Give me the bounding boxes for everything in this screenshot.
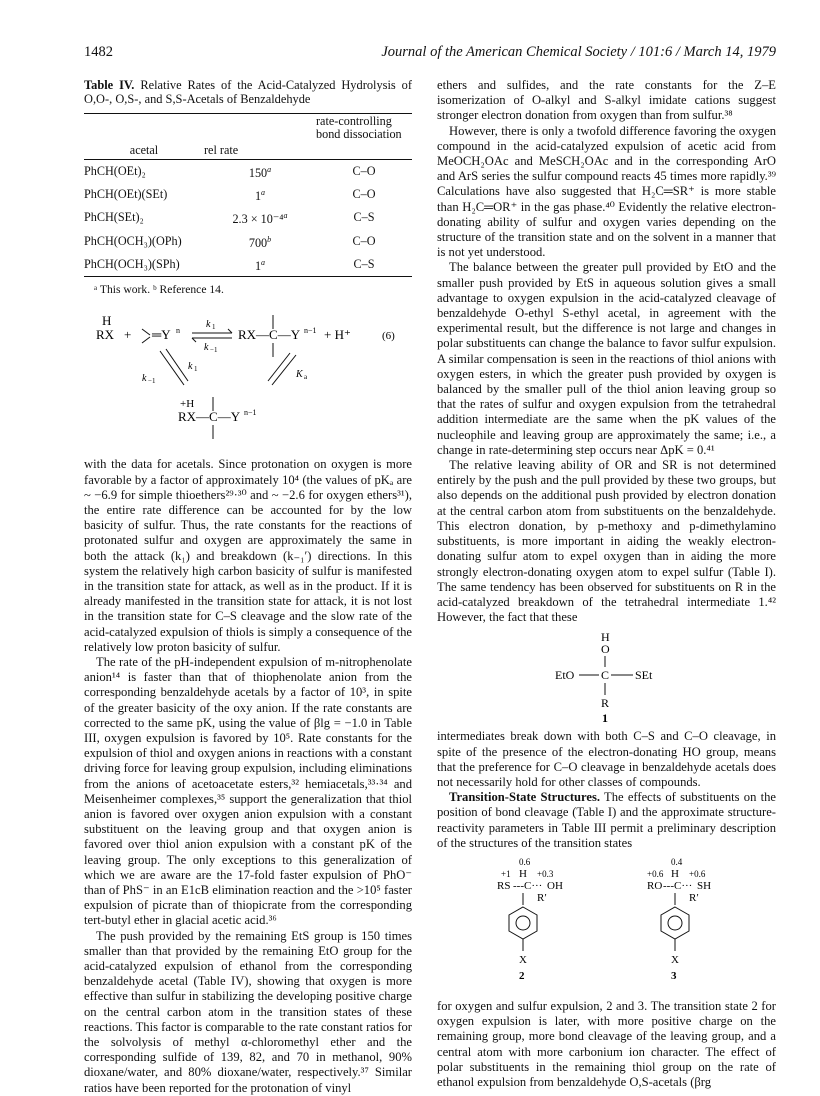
journal-citation: Journal of the American Chemical Society / 101:6 / March 14, 1979 — [381, 44, 776, 60]
svg-text:2: 2 — [518, 969, 524, 982]
svg-text:0.4: 0.4 — [670, 856, 682, 867]
right-paragraph-4: The relative leaving ability of OR and SR is not determined entirely by the push and the pull provided by these two groups, but also depends on the additional push provided by electron donation at the central carbon atom from substituents on the benzaldehyde. This electron donation, by p-methoxy and p-dimethylamino substituents, is more important in aiding the weakly electron-donating sulfur atom to expel oxygen than in aiding the more strongly electron-donating oxygen atom to expel sulfur (Table I). The same tendency has been observed for substituents on R in the acid-catalyzed breakdown of the tetrahedral intermediate 1.⁴² However, the fact that these — [437, 458, 776, 625]
section-heading: Transition-State Structures. — [449, 790, 601, 805]
svg-text:+: + — [124, 327, 132, 343]
rate-cell: 1$^a$ — [204, 253, 316, 277]
structure-1 — [537, 629, 677, 725]
svg-text:1: 1 — [212, 323, 216, 332]
eq-H: H — [102, 313, 112, 329]
table-header-acetal: acetal — [84, 143, 204, 160]
svg-text:k: k — [204, 342, 209, 354]
svg-text:RS: RS — [496, 879, 510, 892]
svg-text:1: 1 — [601, 711, 608, 726]
svg-text:+ H⁺: + H⁺ — [324, 327, 351, 343]
svg-text:RO: RO — [646, 879, 662, 892]
acetal-cell: PhCH(SEt)₂ — [84, 210, 144, 225]
svg-text:X: X — [518, 953, 527, 966]
left-paragraph-3: The push provided by the remaining EtS group is 150 times smaller than that provided by the remaining EtO group for the acid-catalyzed expulsion of ethanol from the corresponding benzaldehyde acetal (Table IV), showing that oxygen is more effective than sulfur in stabilizing the developing positive charge on the central carbon atom in the transition states of these reactions. This factor is comparable to the rate constant ratios for the solvolysis of methyl α-chloromethyl ether and the corresponding sulfide of 139, 82, and 70 in methanol, 90% dioxane/water, and 80% dioxane/water, respectively.³⁷ Similar ratios have been reported for the protonation of vinyl — [84, 928, 412, 1095]
right-paragraph-2: However, there is only a twofold difference favoring the oxygen compound in the acid-catalyzed expulsion of acetic acid from MeOCH₂OAc and MeSCH₂OAc and in the corresponding ArO and ArS series the sulfur compound reacts 45 times more rapidly.³⁹ Calculations have also suggested that H₂C═SR⁺ is more stable than H₂C═OR⁺ in the gas phase.⁴⁰ Evidently the relative electron-donating ability of sulfur and oxygen varies depending on the structure of the transition state and on the solvent in a manner that is not yet understood. — [437, 123, 776, 260]
svg-text:C: C — [600, 668, 609, 683]
right-paragraph-3: The balance between the greater pull provided by EtO and the smaller push provided by EtS in aqueous solution gives a small advantage to oxygen expulsion in the acid-catalyzed cleavage of benzaldehyde O-ethyl S-ethyl acetal, in agreement with the experimental result, but the difference is not large and changes in polar substituents can change the balance to favor sulfur expulsion. A similar compensation is seen in the reactions of thiol anions with oxygen esters, in which the greater push provided by oxygen is balanced by the smaller pull of the thiol anion leaving group so that the rates of sulfur and oxygen expulsion from the tetrahedral addition intermediate are the same when the pK values of the nucleophile and leaving group are approximately the same; i.e., a change in rate-determining step occurs near ΔpK = 0.⁴¹ — [437, 260, 776, 457]
svg-text:RX—C—Y: RX—C—Y — [238, 327, 301, 343]
table-iv — [84, 113, 412, 277]
right-column — [437, 78, 776, 1090]
section-transition-state: Transition-State Structures. The effects of substituents on the position of bond cleavage (Table I) and the approximate structure-reactivity parameters in Table III permit a preliminary description of the structures of the transition states — [437, 790, 776, 850]
svg-text:RX—C—Y: RX—C—Y — [178, 409, 241, 425]
svg-text:X: X — [670, 953, 679, 966]
svg-text:n−1: n−1 — [244, 408, 257, 418]
left-column — [84, 78, 412, 1096]
bond-cell: C–S — [316, 253, 412, 277]
page-header — [84, 44, 776, 64]
svg-text:n−1: n−1 — [304, 326, 317, 336]
bond-cell: C–S — [353, 210, 375, 225]
rate-cell: 700$^b$ — [248, 234, 272, 250]
left-paragraph-2: The rate of the pH-independent expulsion of m-nitrophenolate anion¹⁴ is faster than that of thiophenolate anion from the corresponding benzaldehyde acetals by a factor of 10³, in spite of the greater basicity of the oxy anion. If the rate constants are corrected to the same pK, using the value of βlg = −1.0 in Table III, oxygen expulsion is favored by 10⁵. Rate constants for the expulsion of thiol and oxygen anions in reactions with a constant driving force for leaving group expulsion, including eliminations from the anions of acetoacetate esters,³² hemiacetals,³³·³⁴ and Meisenheimer complexes,³⁵ support the generalization that thiol anion is favored over oxygen anion expulsion with a constant substituent on the leaving group and that oxygen anion is favored over thiol anion expulsion with a constant pK of the leaving group. The only exceptions to this generalization of which we are aware are the 17-fold faster expulsion of PhO⁻ than of PhS⁻ in an E1cB elimination reaction and the >10⁵ faster expulsion of picrate than of thiopicrate from the corresponding tert-butyl ether in glacial acetic acid.³⁶ — [84, 654, 412, 928]
svg-text:H: H — [670, 867, 679, 880]
table-row — [84, 183, 412, 206]
acetal-cell: PhCH(OEt)₂ — [84, 163, 146, 178]
svg-text:+0.3: +0.3 — [536, 868, 553, 879]
svg-text:K: K — [296, 369, 303, 381]
svg-text:H: H — [600, 630, 610, 645]
rate-cell: 1$^a$ — [254, 188, 266, 204]
svg-text:−1: −1 — [210, 346, 218, 355]
svg-text:---C···: ---C··· — [662, 879, 692, 892]
svg-text:+0.6: +0.6 — [646, 868, 663, 879]
right-paragraph-5: intermediates break down with both C–S and C–O cleavage, in spite of the presence of the electron-donating HO group, means that the preference for C–O cleavage in benzaldehyde acetals does not necessarily hold for other classes of compounds. — [437, 729, 776, 789]
svg-text:k: k — [206, 319, 211, 331]
rate-cell: 150$^a$ — [248, 164, 272, 180]
table-caption: Table IV. Relative Rates of the Acid-Catalyzed Hydrolysis of O,O-, O,S-, and S,S-Acetals of Benzaldehyde — [84, 78, 412, 107]
svg-text:+1: +1 — [500, 868, 511, 879]
svg-text:a: a — [304, 373, 308, 382]
svg-text:k: k — [188, 361, 193, 373]
svg-text:O: O — [600, 642, 610, 657]
eq-RX: RX — [96, 327, 115, 343]
page-number: 1482 — [84, 44, 113, 60]
svg-text:OH: OH — [546, 879, 563, 892]
table-header-rate: rel rate — [204, 143, 316, 160]
table-row — [84, 206, 412, 229]
svg-text:n: n — [176, 326, 180, 336]
rate-cell: 2.3 × 10⁻⁴$^a$ — [232, 211, 288, 227]
table-row — [84, 159, 412, 183]
left-paragraph-1: with the data for acetals. Since protonation on oxygen is more favorable by a factor of approximately 10⁴ (the values of pKₐ are ~ −6.9 for simple thioethers²⁹·³⁰ and ~ −2.6 for oxygen ethers³¹), the entire rate difference can be accounted for by the low basicity of sulfur. Thus, the rate constants for the reactions of protonated sulfur and oxygen are approximately the same in both the attack (k₁) and breakdown (k₋₁′) directions. In this system the relatively high carbon basicity of sulfur is manifested in the transition state for attack, as well as in the product. If it is already manifested in the transition state for attack, it is not lost in the transition state for C–S cleavage and the slow rate of the acid-catalyzed expulsion of thiols is simply a consequence of the relatively low proton basicity of sulfur. — [84, 457, 412, 654]
bond-cell: C–O — [352, 163, 376, 178]
svg-text:SEt: SEt — [634, 668, 652, 683]
svg-text:−1: −1 — [148, 377, 156, 386]
svg-text:0.6: 0.6 — [518, 856, 530, 867]
svg-text:R′: R′ — [536, 891, 547, 904]
table-row — [84, 230, 412, 253]
acetal-cell: PhCH(OCH₃)(OPh) — [84, 233, 182, 248]
svg-text:+0.6: +0.6 — [688, 868, 705, 879]
svg-text:═Y: ═Y — [152, 327, 171, 343]
svg-text:H: H — [518, 867, 527, 880]
svg-text:+H: +H — [180, 398, 195, 411]
svg-text:1: 1 — [194, 365, 198, 374]
equation-6 — [84, 307, 412, 457]
svg-text:---C···: ---C··· — [512, 879, 542, 892]
table-footnote: ᵃ This work. ᵇ Reference 14. — [94, 283, 224, 297]
structure-2 — [497, 857, 563, 982]
section-continuation: for oxygen and sulfur expulsion, 2 and 3. The transition state 2 for oxygen expulsion is later, with more positive charge on the remaining group, more bond cleavage of the leaving group, and a central atom with more carbonium ion character. The effect of polar substituents in the remaining thiol group on the rate of ethanol expulsion from benzaldehyde O,S-acetals (βrg — [437, 998, 776, 1089]
acetal-cell: PhCH(OEt)(SEt) — [84, 187, 168, 202]
bond-cell: C–O — [352, 187, 376, 202]
svg-text:3: 3 — [670, 969, 676, 982]
structures-2-3 — [457, 855, 757, 995]
table-header-bond: rate-controlling bond dissociation — [316, 113, 412, 143]
svg-text:EtO: EtO — [554, 668, 574, 683]
svg-text:R′: R′ — [688, 891, 699, 904]
right-paragraph-1: ethers and sulfides, and the rate constants for the Z–E isomerization of O-alkyl and S-alkyl imidate cations suggest stronger electron donation from oxygen than from sulfur.³⁸ — [437, 78, 776, 123]
bond-cell: C–O — [352, 233, 376, 248]
svg-text:k: k — [142, 373, 147, 385]
table-row — [84, 253, 412, 277]
svg-text:SH: SH — [696, 879, 711, 892]
equation-number: (6) — [382, 330, 395, 343]
acetal-cell: PhCH(OCH₃)(SPh) — [84, 253, 204, 277]
structure-3 — [647, 857, 711, 982]
svg-text:R: R — [600, 696, 609, 711]
